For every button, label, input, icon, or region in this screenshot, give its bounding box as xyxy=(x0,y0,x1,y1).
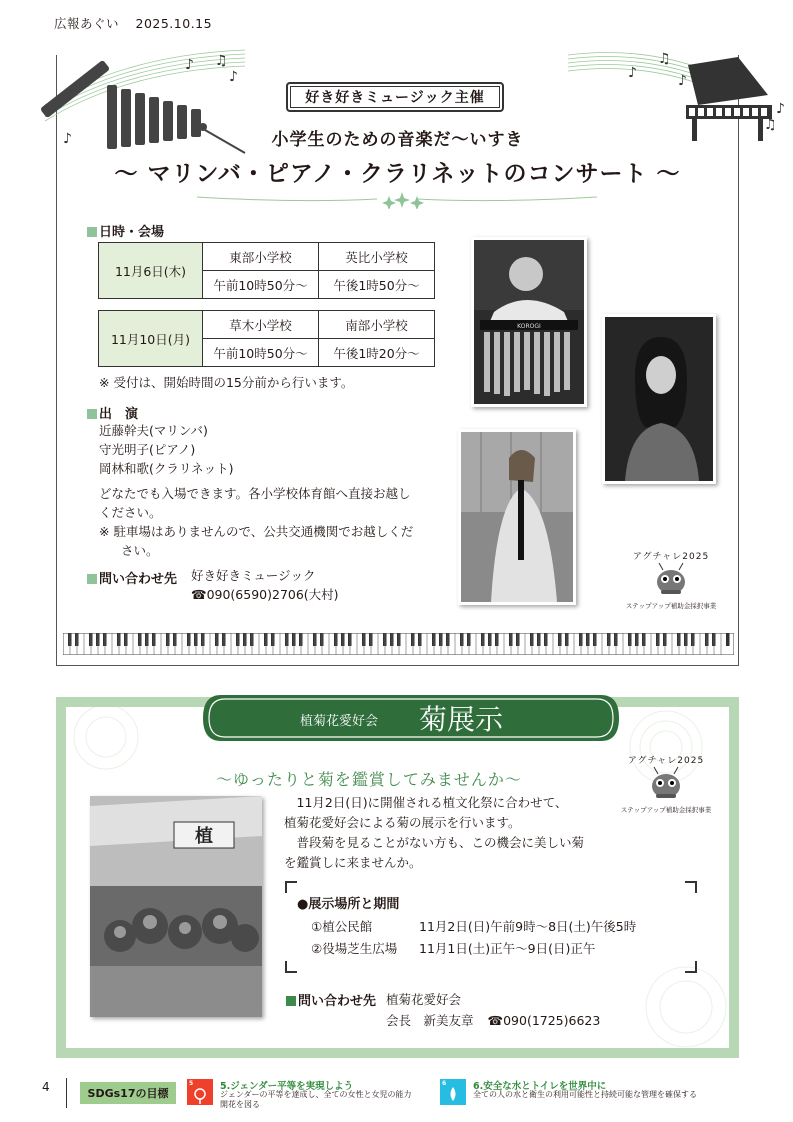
pianist-photo xyxy=(602,314,716,484)
venue-place: ②役場芝生広場 xyxy=(311,941,398,956)
svg-text:♪: ♪ xyxy=(678,73,687,89)
contact-person-phone: 会長 新美友章 ☎090(1725)6623 xyxy=(386,1013,601,1028)
schedule-date: 11月10日(月) xyxy=(99,311,203,367)
title-banner xyxy=(201,693,621,743)
school-name: 英比小学校 xyxy=(319,243,435,271)
kiku-subtitle: 〜ゆったりと菊を鑑賞してみませんか〜 xyxy=(216,770,522,789)
agucha-logo-title: アグチャレ2025 xyxy=(627,756,705,766)
start-time: 午後1時20分〜 xyxy=(319,339,435,367)
contact-name: 好き好きミュージック xyxy=(191,568,316,583)
concert-title: 〜 マリンバ・ピアノ・クラリネットのコンサート 〜 xyxy=(114,160,681,187)
svg-text:♫: ♫ xyxy=(764,117,777,133)
photo-sign-text: 植 xyxy=(195,826,213,847)
page-header xyxy=(54,14,212,32)
start-time: 午前10時50分〜 xyxy=(203,271,319,299)
issue-date: 2025.10.15 xyxy=(135,16,213,31)
svg-text:♪: ♪ xyxy=(776,101,785,117)
agucha-logo xyxy=(623,549,719,610)
venue-row xyxy=(311,917,636,935)
svg-text:♪: ♪ xyxy=(628,65,637,81)
school-name: 東部小学校 xyxy=(203,243,319,271)
school-name: 草木小学校 xyxy=(203,311,319,339)
concert-contact-heading: 問い合わせ先 xyxy=(87,568,177,587)
school-name: 南部小学校 xyxy=(319,311,435,339)
schedule-table-nov6 xyxy=(98,242,435,299)
venue-period: 11月2日(日)午前9時〜8日(土)午後5時 xyxy=(419,919,637,934)
svg-text:♪: ♪ xyxy=(185,57,194,73)
sdg-goal-6-icon: 6 xyxy=(440,1079,466,1105)
agucha-logo-subtitle: ステップアップ補助金採択事業 xyxy=(620,806,712,814)
piano-keys-border xyxy=(63,633,734,655)
schedule-heading: 日時・会場 xyxy=(87,221,164,240)
sdg-goal-desc: ジェンダーの平等を達成し、全ての女性と女児の能力 開花を図る xyxy=(220,1090,412,1109)
performer-name: 守光明子(ピアノ) xyxy=(99,442,196,457)
sdg-goal-title: 5.ジェンダー平等を実現しよう xyxy=(220,1081,354,1092)
venue-box xyxy=(285,881,697,973)
title-ornament xyxy=(197,189,597,209)
kiku-contact xyxy=(386,989,600,1031)
venue-period: 11月1日(土)正午〜9日(日)正午 xyxy=(419,941,596,956)
marimba-player-photo xyxy=(471,237,587,407)
clarinetist-photo xyxy=(458,429,576,605)
schedule-table-nov10 xyxy=(98,310,435,367)
svg-text:♫: ♫ xyxy=(658,51,671,67)
schedule-date: 11月6日(木) xyxy=(99,243,203,299)
kiku-description: 11月2日(日)に開催される植文化祭に合わせて、 植菊花愛好会による菊の展示を行います。 普段菊を見ることがない方も、この機会に美しい菊 を鑑賞しに来ませんか。 xyxy=(284,795,585,870)
concert-subtitle: 小学生のための音楽だ〜いすき xyxy=(271,130,524,150)
agucha-logo-subtitle: ステップアップ補助金採択事業 xyxy=(625,602,717,610)
publication-name: 広報あぐい xyxy=(54,16,120,31)
kiku-contact-heading: 問い合わせ先 xyxy=(286,990,376,1009)
agucha-logo-title: アグチャレ2025 xyxy=(632,552,710,562)
svg-text:♪: ♪ xyxy=(63,131,72,147)
contact-org: 植菊花愛好会 xyxy=(386,992,462,1007)
performer-name: 近藤幹夫(マリンバ) xyxy=(99,423,208,438)
mascot-icon xyxy=(651,562,691,596)
performer-list xyxy=(99,421,234,478)
concert-contact xyxy=(191,566,339,604)
concert-panel xyxy=(56,51,785,666)
marimba-brand: KOROGI xyxy=(517,323,541,330)
venue-heading: ●展示場所と期間 xyxy=(297,897,400,912)
kiku-title: 菊展示 xyxy=(418,703,504,736)
start-time: 午前10時50分〜 xyxy=(203,339,319,367)
svg-text:♪: ♪ xyxy=(229,69,238,85)
venue-row xyxy=(311,939,595,957)
sdg-goal-desc: 全ての人の水と衛生の利用可能性と持続可能な管理を確保する xyxy=(473,1090,697,1099)
sponsor-label: 好き好きミュージック主催 xyxy=(286,82,504,112)
sdgs-label: SDGs17の目標 xyxy=(80,1082,176,1104)
sdg-goal-title: 6.安全な水とトイレを世界中に xyxy=(473,1081,607,1092)
contact-phone: ☎090(6590)2706(大村) xyxy=(191,587,339,602)
chrysanthemum-photo xyxy=(90,796,262,1017)
page-number: 4 xyxy=(42,1080,50,1094)
chrysanthemum-panel xyxy=(56,697,739,1058)
sdg-goal-5-icon: 5 xyxy=(187,1079,213,1105)
admission-info: どなたでも入場できます。各小学校体育館へ直接お越し ください。 ※ 駐車場はありませんので、公共交通機関でお越しくだ さい。 xyxy=(99,486,414,558)
svg-text:♫: ♫ xyxy=(215,53,228,69)
reception-note: ※ 受付は、開始時間の15分前から行います。 xyxy=(99,375,354,390)
venue-place: ①植公民館 xyxy=(311,919,373,934)
performer-name: 岡林和歌(クラリネット) xyxy=(99,461,234,476)
footer-divider xyxy=(66,1078,67,1108)
kiku-org-label: 植菊花愛好会 xyxy=(299,714,379,729)
performers-heading: 出 演 xyxy=(87,403,138,422)
start-time: 午後1時50分〜 xyxy=(319,271,435,299)
